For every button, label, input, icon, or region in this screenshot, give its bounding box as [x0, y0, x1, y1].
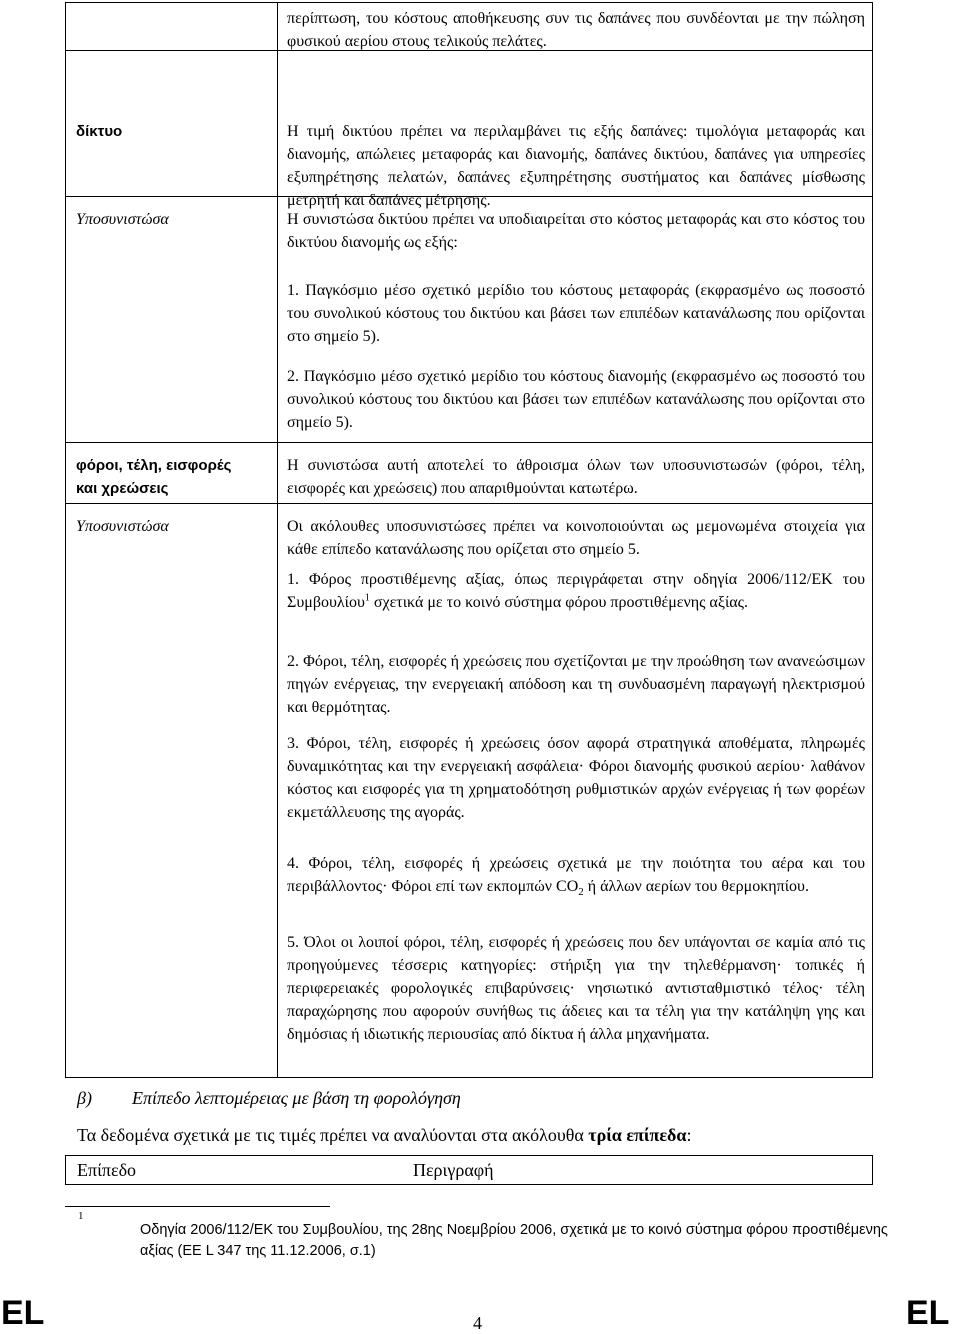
table-row	[66, 51, 873, 197]
paragraph: Η συνιστώσα αυτή αποτελεί το άθροισμα όλων των υποσυνιστωσών (φόροι, τέλη, εισφορές και χρεώσεις) που απαριθμούνται κατωτέρω.	[287, 457, 865, 497]
paragraph-text: 4. Φόροι, τέλη, εισφορές ή χρεώσεις σχετικά με την ποιότητα του αέρα και του περιβάλλοντος· Φόροι επί των εκπομπών CO	[287, 855, 865, 895]
row-label-cell	[66, 504, 278, 1078]
row-label-cell	[66, 197, 278, 443]
row-label-taxes-line2: και χρεώσεις	[76, 480, 169, 497]
levels-table-header	[65, 1155, 873, 1185]
paragraph: Η τιμή δικτύου πρέπει να περιλαμβάνει τις εξής δαπάνες: τιμολόγια μεταφοράς και διανομής, απώλειες μεταφοράς και διανομής, δαπάνες δικτύου, δαπάνες για υπηρεσίες εξυπηρέτησης πελατών, δαπάνες εξυπηρέτησης συστήματος και δαπάνες μίσθωσης μετρητή και δαπάνες μέτρησης.	[287, 123, 865, 209]
row-label-cell	[66, 443, 278, 504]
row-content-cell	[278, 51, 873, 209]
paragraph: Οι ακόλουθες υποσυνιστώσες πρέπει να κοινοποιούνται ως μεμονωμένα στοιχεία για κάθε επίπεδο κατανάλωσης που ορίζεται στο σημείο 5.	[287, 518, 865, 558]
row-content-cell	[278, 3, 873, 51]
paragraph: 1. Παγκόσμιο μέσο σχετικό μερίδιο του κόστους μεταφοράς (εκφρασμένο ως ποσοστό του συνολικού κόστους του δικτύου και βάσει των επιπέδων κατανάλωσης που ορίζονται στο σημείο 5).	[287, 282, 865, 345]
intro-bold: τρία επίπεδα	[588, 1125, 687, 1145]
paragraph: 2. Φόροι, τέλη, εισφορές ή χρεώσεις που σχετίζονται με την προώθηση των ανανεώσιμων πηγών ενέργειας, την ενεργειακή απόδοση και τη συνδυασμένη παραγωγή ηλεκτρισμού και θερμότητας.	[287, 653, 865, 716]
table-row	[66, 443, 873, 504]
section-title: Επίπεδο λεπτομέρειας με βάση τη φορολόγηση	[131, 1088, 461, 1108]
paragraph: 5. Όλοι οι λοιποί φόροι, τέλη, εισφορές ή χρεώσεις που δεν υπάγονται σε καμία από τις προηγούμενες τέσσερις κατηγορίες: στήριξη για την τηλεθέρμανση· τοπικές ή περιφερειακές φορολογικές επιβαρύνσεις· νησιωτικό αντισταθμιστικό τέλος· τέλη παραχώρησης που αφορούν συνήθως τις άδειες και τα τέλη για την κατάληψη γης και δημόσιας ή ιδιωτικής περιουσίας από δίκτυα ή άλλα μηχανήματα.	[287, 934, 865, 1043]
paragraph-text: 1. Φόρος προστιθέμενης αξίας, όπως περιγράφεται στην οδηγία 2006/112/ΕΚ του Συμβουλίου	[287, 571, 865, 611]
paragraph: 2. Παγκόσμιο μέσο σχετικό μερίδιο του κόστους διανομής (εκφρασμένο ως ποσοστό του συνολικού κόστους του δικτύου και βάσει των επιπέδων κατανάλωσης που ορίζονται στο σημείο 5).	[287, 368, 865, 431]
paragraph: Η συνιστώσα δικτύου πρέπει να υποδιαιρείται στο κόστος μεταφοράς και στο κόστος του δικτύου διανομής ως εξής:	[287, 211, 865, 251]
row-label-network: δίκτυο	[76, 123, 123, 140]
subscript: 2	[578, 886, 584, 899]
section-heading	[77, 1088, 461, 1109]
footnote-number: 1	[78, 1210, 84, 1222]
footnote-ref: 1	[364, 592, 370, 604]
table-row	[66, 3, 873, 51]
paragraph-text: ή άλλων αερίων του θερμοκηπίου.	[583, 878, 809, 895]
row-label-subcomponent: Υποσυνιστώσα	[76, 211, 169, 228]
row-label-subcomponent: Υποσυνιστώσα	[76, 518, 169, 535]
paragraph-text: σχετικά με το κοινό σύστημα φόρου προστιθέμενης αξίας.	[369, 594, 748, 611]
footer-lang-right: EL	[906, 1294, 950, 1332]
levels-col-level: Επίπεδο	[77, 1160, 137, 1180]
content-table	[65, 2, 873, 1078]
paragraph	[287, 568, 865, 614]
intro-end: :	[686, 1125, 692, 1145]
row-label-cell	[66, 3, 278, 51]
row-label-cell	[66, 51, 278, 197]
table-row	[66, 197, 873, 443]
paragraph: 3. Φόροι, τέλη, εισφορές ή χρεώσεις όσον αφορά στρατηγικά αποθέματα, πληρωμές δυναμικότητας και την ενεργειακή ασφάλεια· Φόροι διανομής φυσικού αερίου· λαθάνον κόστος και εισφορές για τη χρηματοδότηση ρυθμιστικών αρχών ενέργειας ή των φορέων εκμετάλλευσης της αγοράς.	[287, 735, 865, 821]
table-row	[66, 504, 873, 1078]
row-label-taxes	[76, 454, 231, 500]
paragraph	[287, 852, 865, 898]
levels-col-description: Περιγραφή	[413, 1160, 494, 1180]
section-marker: β)	[77, 1088, 92, 1108]
row-label-taxes-line1: φόροι, τέλη, εισφορές	[76, 457, 232, 474]
footnote-divider	[65, 1206, 330, 1207]
footnote-text: Οδηγία 2006/112/ΕΚ του Συμβουλίου, της 28ης Νοεμβρίου 2006, σχετικά με το κοινό σύστημα φόρου προστιθέμενης αξίας (ΕΕ L 347 της 11.12.2006, σ.1)	[140, 1222, 888, 1259]
intro-text: Τα δεδομένα σχετικά με τις τιμές πρέπει να αναλύονται στα ακόλουθα	[77, 1125, 589, 1145]
paragraph: περίπτωση, του κόστους αποθήκευσης συν τις δαπάνες που συνδέονται με την πώληση φυσικού αερίου στους τελικούς πελάτες.	[287, 10, 865, 50]
row-content-cell	[278, 443, 873, 504]
row-content-cell	[278, 504, 873, 1078]
page-number: 4	[473, 1313, 482, 1333]
footer-lang-left: EL	[1, 1294, 45, 1332]
row-content-cell	[278, 197, 873, 443]
intro-line	[77, 1125, 691, 1146]
